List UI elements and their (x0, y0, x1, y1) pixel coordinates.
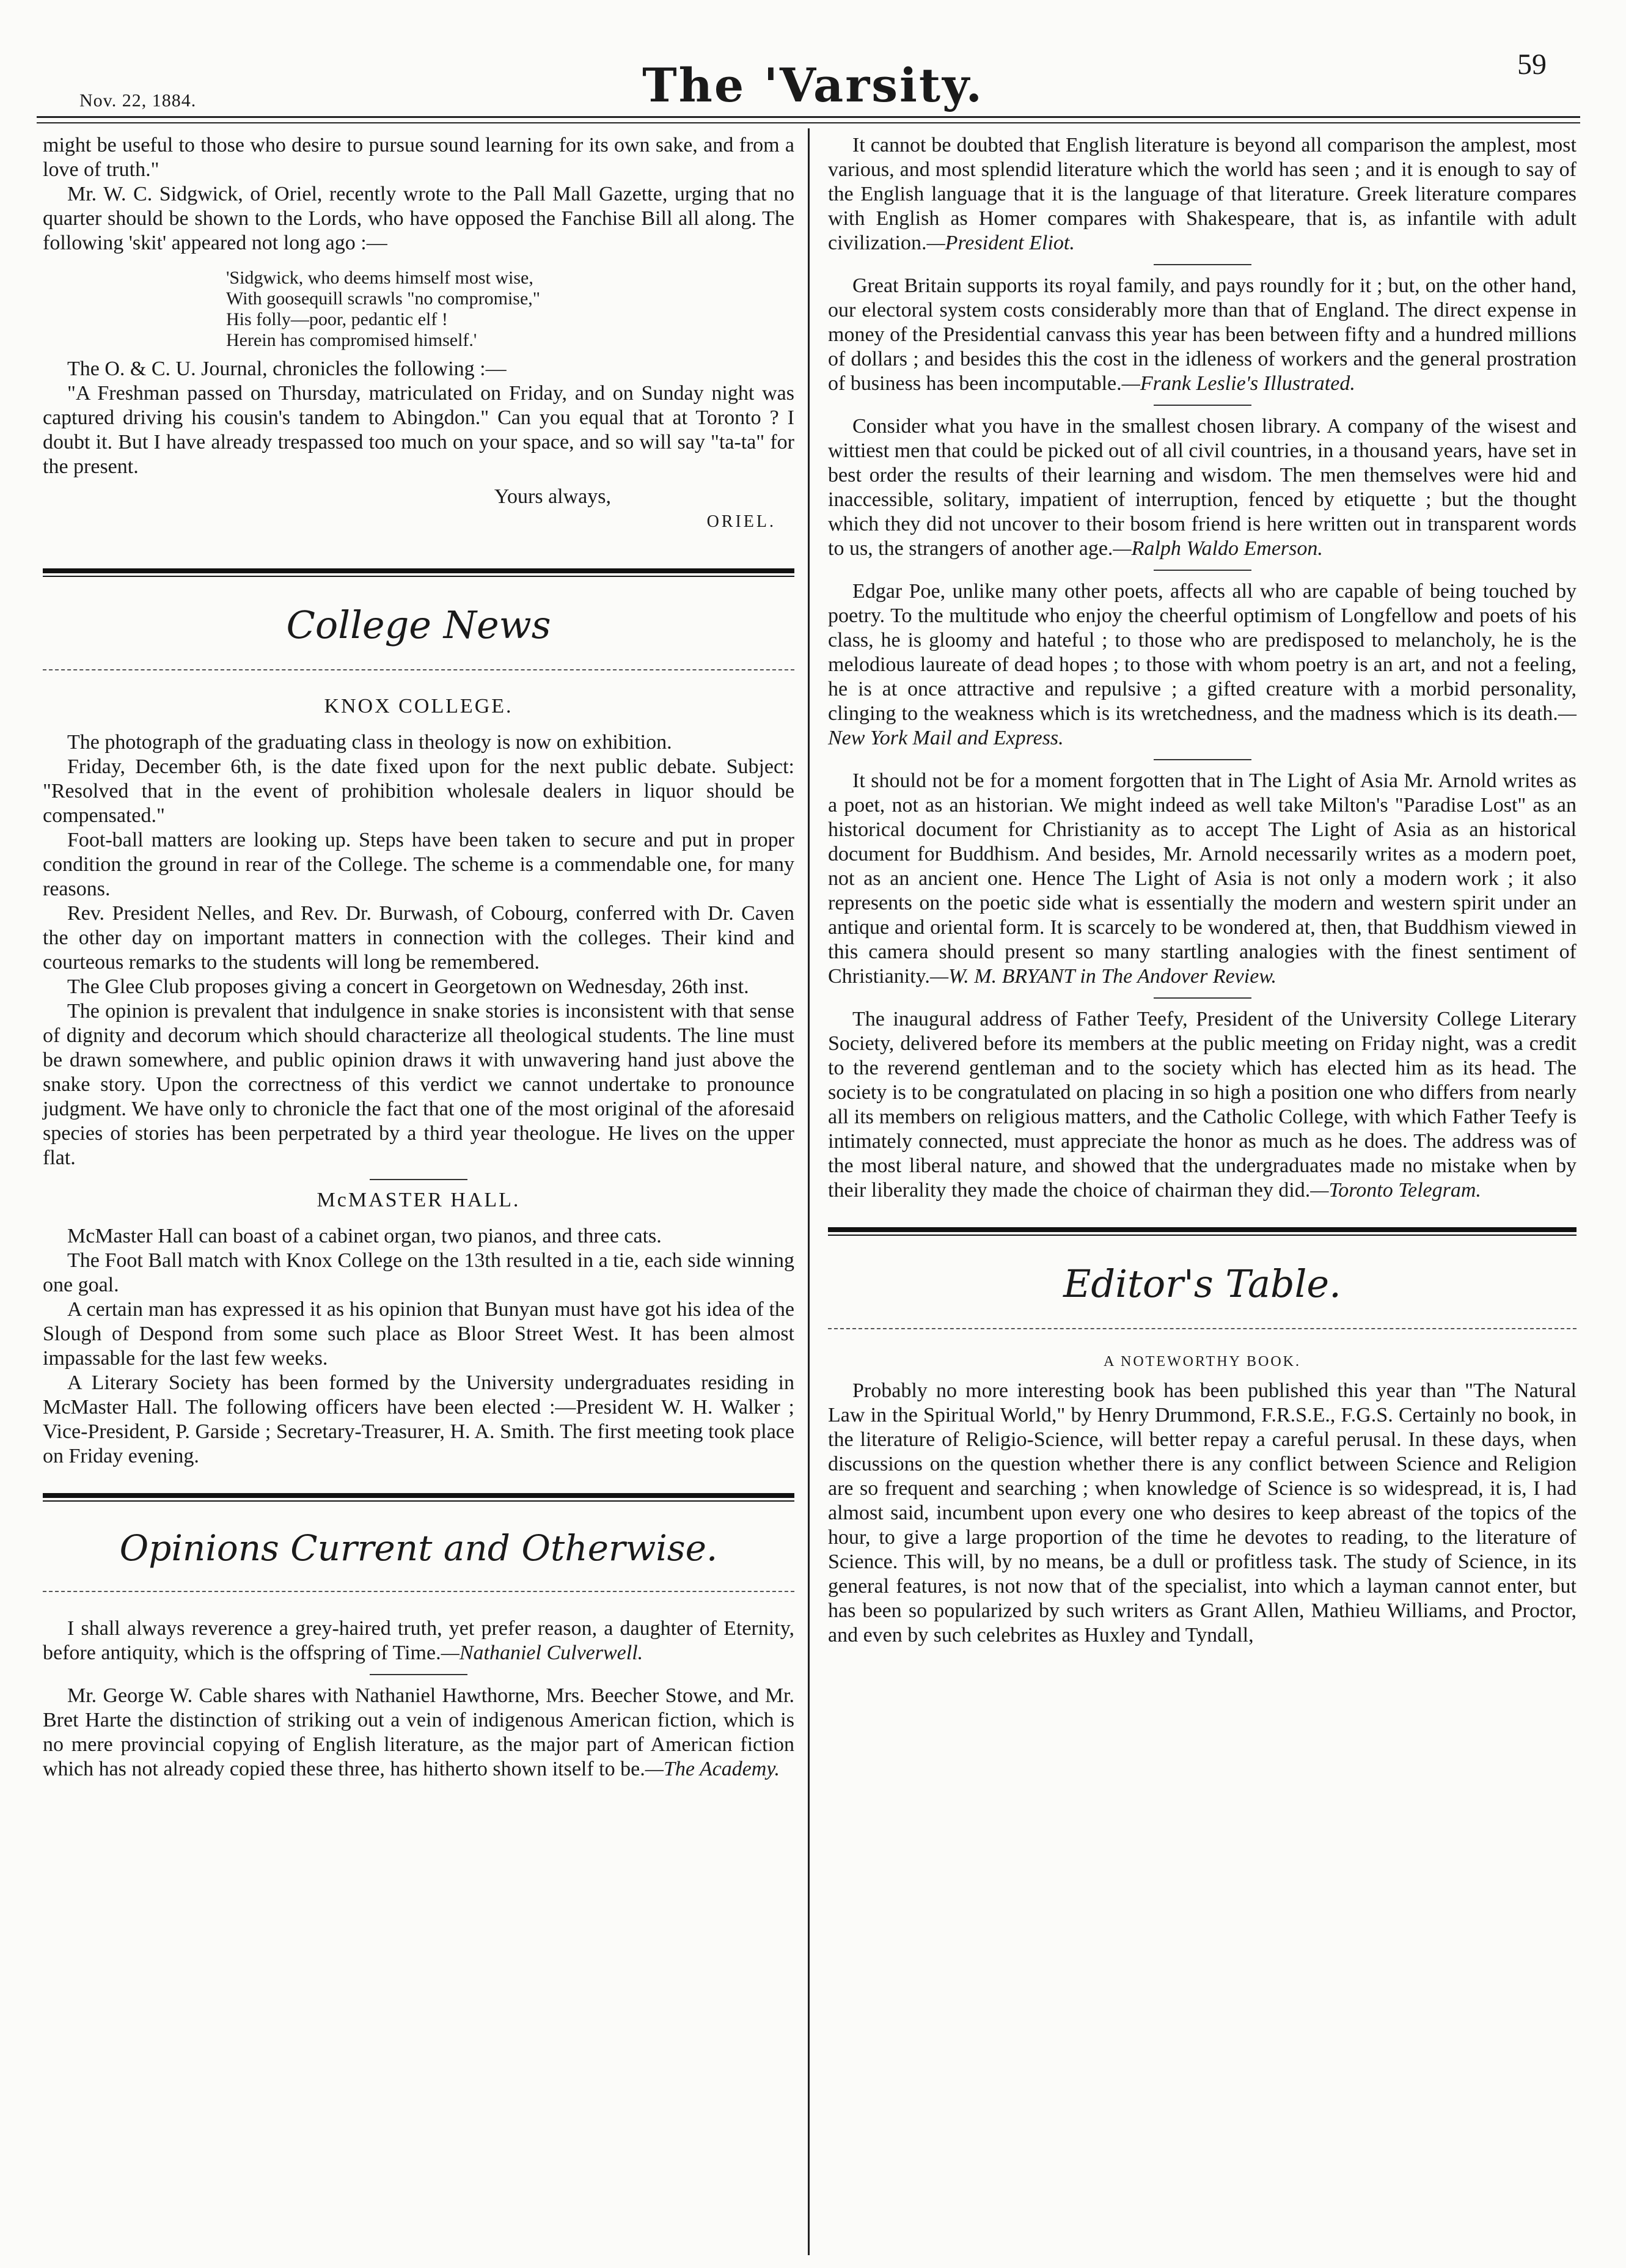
quote-text: Consider what you have in the smallest chosen library. A company of the wisest and wittiest men that could be picked out of all civil countries, in a thousand years, have set in best order the results of their learning and wisdom. The men themselves were hid and inaccessible, solitary, impatient of interruption, fenced by etiquette ; but the thought which they did not uncover to their bosom friend is here written out in transparent words to us, the strangers of another age. (828, 415, 1577, 560)
quote-source: —Ralph Waldo Emerson. (1113, 537, 1323, 560)
issue-date: Nov. 22, 1884. (79, 90, 197, 111)
news-paragraph: The photograph of the graduating class in theology is now on exhibition. (67, 731, 672, 754)
editors-table-title: Editor's Table. (1063, 1261, 1341, 1306)
quote-paragraph (828, 274, 1577, 396)
letter-paragraph: might be useful to those who desire to pursue sound learning for its own sake, and from a love of truth." (43, 134, 794, 181)
news-paragraph: Friday, December 6th, is the date fixed upon for the next public debate. Subject: "Resolved that in the event of prohibition wholesale dealers in liquor should be compensated." (43, 755, 794, 827)
news-paragraph: McMaster Hall can boast of a cabinet organ, two pianos, and three cats. (67, 1225, 662, 1247)
ornamental-rule (43, 669, 794, 670)
letter-paragraph: The O. & C. U. Journal, chronicles the following :— (67, 358, 507, 380)
review-paragraph: Probably no more interesting book has been published this year than "The Natural Law in the Spiritual World," by Henry Drummond, F.R.S.E., F.G.S. Certainly no book, in the literature of Religio-Science, will better repay a careful perusal. In these days, when discussions on the question whether there is any conflict between Science and Religion are so frequent and searching ; when knowledge of Science is so widespread, it is, I had almost said, incumbent upon every one who desires to keep abreast of the topics of the hour, to give a large proportion of the time he devotes to reading, to the literature of Science. This will, by no means, be a dull or profitless task. The study of Science, in its general features, is not now that of the specialist, into which a layman cannot enter, but has been so popularized by such writers as Grant Allen, Mathieu Williams, and Proctor, and even by such celebrites as Huxley and Tyndall, (828, 1379, 1577, 1646)
page-number: 59 (1517, 48, 1547, 81)
separator-rule (1154, 405, 1251, 406)
header-rule-thin (37, 122, 1580, 123)
quote-paragraph (828, 579, 1577, 750)
news-paragraph: A certain man has expressed it as his opinion that Bunyan must have got his idea of the Slough of Despond from some such place as Bloor Street West. It has been almost impassable for the last few weeks. (43, 1298, 794, 1370)
quote-source: —Nathaniel Culverwell. (441, 1642, 643, 1664)
right-column (828, 133, 1577, 1648)
column-divider (808, 128, 810, 2255)
opinions-title: Opinions Current and Otherwise. (119, 1527, 718, 1569)
quote-source: —President Eliot. (926, 232, 1075, 254)
verse-line: His folly—poor, pedantic elf ! (226, 309, 448, 329)
section-rule (828, 1227, 1577, 1232)
separator-rule (1154, 570, 1251, 571)
separator-rule (370, 1179, 467, 1180)
college-news-title: College News (286, 603, 551, 647)
news-paragraph: Rev. President Nelles, and Rev. Dr. Burwash, of Cobourg, conferred with Dr. Caven the other day on important matters in connection with the colleges. Their kind and courteous remarks to the students will long be remembered. (43, 902, 794, 974)
verse-line: Herein has compromised himself.' (226, 330, 477, 350)
left-column (43, 133, 794, 1782)
quote-source: —W. M. BRYANT in The Andover Review. (929, 965, 1276, 988)
quote-paragraph (43, 1684, 794, 1782)
quote-paragraph (43, 1617, 794, 1665)
ornamental-rule (43, 1591, 794, 1592)
news-paragraph: A Literary Society has been formed by the University undergraduates residing in McMaster Hall. The following officers have been elected :—President W. H. Walker ; Vice-President, P. Garside ; Secretary-Treasurer, H. A. Smith. The first meeting took place on Friday evening. (43, 1371, 794, 1467)
section-rule (43, 1493, 794, 1498)
section-rule-thin (828, 1235, 1577, 1236)
news-paragraph: The opinion is prevalent that indulgence in snake stories is inconsistent with that sense of dignity and decorum which should characterize all theological students. The line must be drawn somewhere, and public opinion draws it with unwavering hand just above the snake story. Upon the correctness of this verdict we cannot undertake to pronounce judgment. We have only to chronicle the fact that one of the most original of the aforesaid species of stories has been perpetrated by a third year theologue. He lives on the upper flat. (43, 1000, 794, 1169)
skit-verse (226, 268, 794, 351)
knox-college-heading: KNOX COLLEGE. (324, 695, 513, 717)
letter-signoff: Yours always, (494, 485, 611, 508)
verse-line: With goosequill scrawls "no compromise," (226, 288, 541, 309)
letter-paragraph: "A Freshman passed on Thursday, matriculated on Friday, and on Sunday night was captured driving his cousin's tandem to Abingdon." Can you equal that at Toronto ? I doubt it. But I have already trespassed too much on your space, and so will say "ta-ta" for the present. (43, 382, 794, 478)
news-paragraph: The Foot Ball match with Knox College on the 13th resulted in a tie, each side winning one goal. (43, 1249, 794, 1296)
quote-paragraph (828, 414, 1577, 561)
quote-source: —New York Mail and Express. (828, 702, 1577, 749)
quote-text: I shall always reverence a grey-haired truth, yet prefer reason, a daughter of Eternity, before antiquity, which is the offspring of Time. (43, 1617, 794, 1664)
quote-text: Great Britain supports its royal family, and pays roundly for it ; but, on the other hand, our electoral system costs considerably more than that of England. The direct expense in money of the Presidential canvass this year has been between fifty and a hundred millions of dollars ; and besides this the cost in the idleness of workers and the general prostration of business has been incomputable. (828, 274, 1577, 395)
quote-source: —Toronto Telegram. (1310, 1179, 1481, 1202)
separator-rule (370, 1674, 467, 1675)
quote-text: It should not be for a moment forgotten that in The Light of Asia Mr. Arnold writes as a poet, not as an historian. We might indeed as well take Milton's "Paradise Lost" as an historical document for Christianity as to accept The Light of Asia as an historical document for Buddhism. And besides, Mr. Arnold necessarily writes as a modern poet, not as an ancient one. Hence The Light of Asia is not only a modern work ; it also represents on the poetic side what is essentially the modern and western spirit under an antique and oriental form. It is scarcely to be wondered at, then, that Buddhism viewed in this camera should present so many startling analogies with the finest sentiment of Christianity. (828, 769, 1577, 988)
quote-text: Edgar Poe, unlike many other poets, affects all who are capable of being touched by poetry. To the multitude who enjoy the cheerful optimism of Longfellow and poets of his class, he is gloomy and hateful ; to those who are predisposed to melancholy, he is the melodious laureate of dead hopes ; to those with whom poetry is an art, and not a feeling, he is at once attractive and repulsive ; a gifted creature with a morbid personality, clinging to the weakness which is its wretchedness, and the madness which is its death. (828, 580, 1577, 725)
ornamental-rule (828, 1328, 1577, 1329)
quote-source: —Frank Leslie's Illustrated. (1121, 372, 1355, 395)
separator-rule (1154, 997, 1251, 999)
quote-paragraph (828, 1007, 1577, 1203)
header-rule (37, 116, 1580, 118)
verse-line: 'Sidgwick, who deems himself most wise, (226, 268, 533, 288)
noteworthy-book-heading: A NOTEWORTHY BOOK. (1104, 1354, 1301, 1370)
masthead-title: The 'Varsity. (642, 58, 984, 112)
news-paragraph: Foot-ball matters are looking up. Steps have been taken to secure and put in proper condition the ground in rear of the College. The scheme is a commendable one, for many reasons. (43, 829, 794, 900)
quote-paragraph (828, 133, 1577, 255)
news-paragraph: The Glee Club proposes giving a concert in Georgetown on Wednesday, 26th inst. (67, 975, 749, 998)
mcmaster-hall-heading: McMASTER HALL. (317, 1189, 521, 1211)
section-rule-thin (43, 576, 794, 577)
section-rule-thin (43, 1500, 794, 1502)
separator-rule (1154, 264, 1251, 265)
quote-text: It cannot be doubted that English literature is beyond all comparison the amplest, most various, and most splendid literature which the world has seen ; and it is enough to say of the English language that it is the language of that literature. Greek literature compares with English as Homer compares with Shakespeare, that is, as infantile with adult civilization. (828, 134, 1577, 254)
letter-paragraph: Mr. W. C. Sidgwick, of Oriel, recently wrote to the Pall Mall Gazette, urging that no quarter should be shown to the Lords, who have opposed the Fanchise Bill all along. The following 'skit' appeared not long ago :— (43, 183, 794, 254)
quote-paragraph (828, 769, 1577, 989)
quote-text: Mr. George W. Cable shares with Nathaniel Hawthorne, Mrs. Beecher Stowe, and Mr. Bret Harte the distinction of striking out a vein of indigenous American fiction, which is no mere provincial copying of English literature, as the major part of American fiction which has not already copied these three, has hitherto shown itself to be. (43, 1684, 794, 1780)
quote-text: The inaugural address of Father Teefy, President of the University College Literary Society, delivered before its members at the public meeting on Friday night, was a credit to the reverend gentleman and to the society which has elected him as its head. The society is to be congratulated on placing in so high a position one who differs from nearly all its members on religious matters, and the Catholic College, with which Father Teefy is intimately connected, must appreciate the honor as much as he does. The address was of the most liberal nature, and showed that the undergraduates made no mistake when by their liberality they made the choice of chairman they did. (828, 1008, 1577, 1202)
quote-source: —The Academy. (645, 1758, 780, 1780)
letter-signature: ORIEL. (706, 512, 776, 531)
section-rule (43, 568, 794, 573)
separator-rule (1154, 759, 1251, 760)
